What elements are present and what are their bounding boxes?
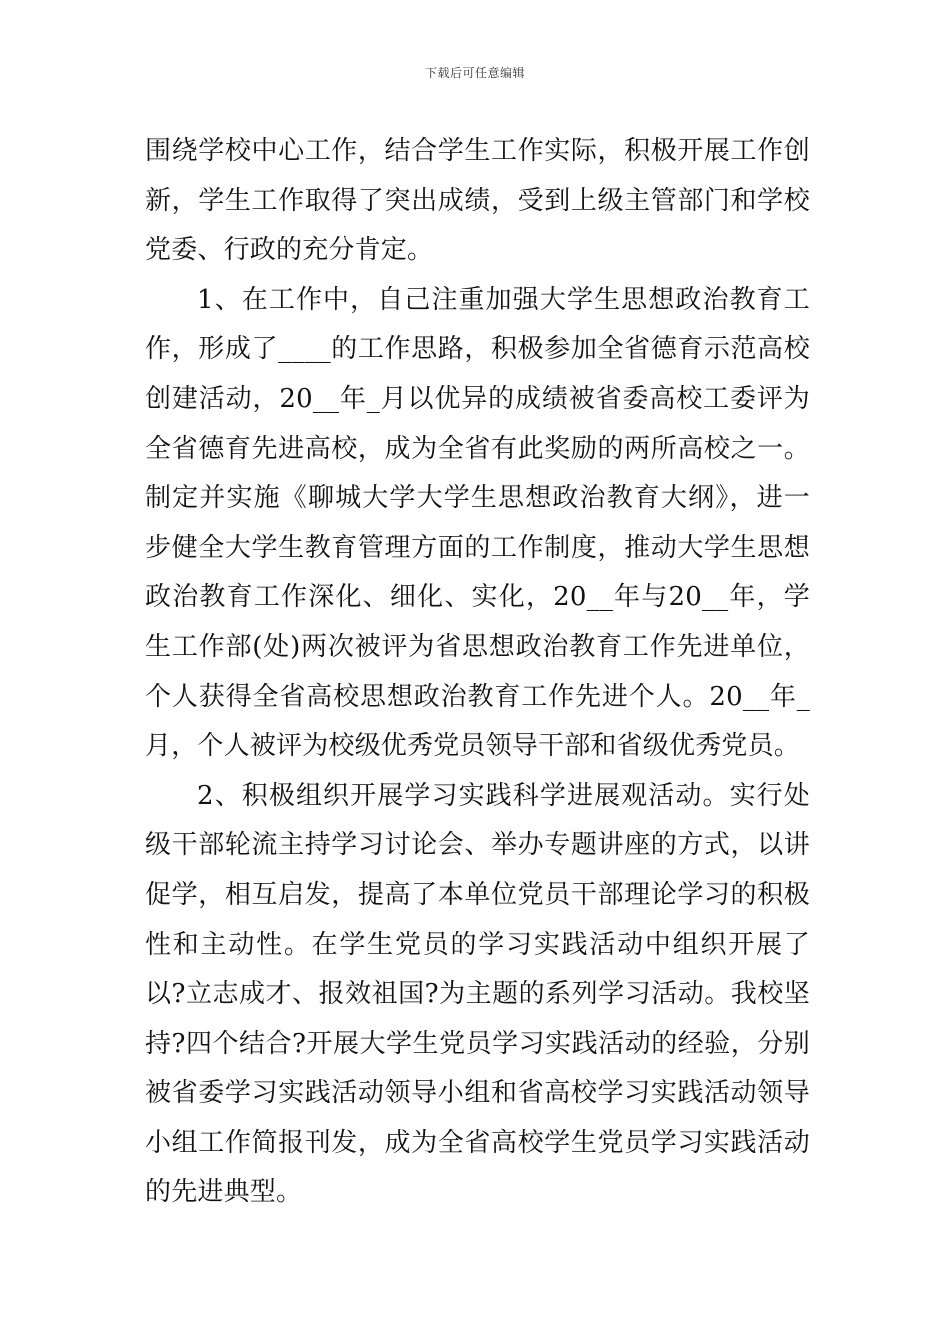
- paragraph-item-1: 1、在工作中，自己注重加强大学生思想政治教育工作，形成了____的工作思路，积极参加全省德育示范高校创建活动，20__年_月以优异的成绩被省委高校工委评为全省德育先进高校，成为全省有此奖励的两所高校之一。制定并实施《聊城大学大学生思想政治教育大纲》，进一步健全大学生教育管理方面的工作制度，推动大学生思想政治教育工作深化、细化、实化，20__年与20__年，学生工作部(处)两次被评为省思想政治教育工作先进单位，个人获得全省高校思想政治教育工作先进个人。20__年_月，个人被评为校级优秀党员领导干部和省级优秀党员。: [145, 284, 810, 762]
- document-body: [145, 127, 810, 1218]
- paragraph-item-2: 2、积极组织开展学习实践科学进展观活动。实行处级干部轮流主持学习讨论会、举办专题讲座的方式，以讲促学，相互启发，提高了本单位党员干部理论学习的积极性和主动性。在学生党员的学习实践活动中组织开展了以?立志成才、报效祖国?为主题的系列学习活动。我校坚持?四个结合?开展大学生党员学习实践活动的经验，分别被省委学习实践活动领导小组和省高校学习实践活动领导小组工作简报刊发，成为全省高校学生党员学习实践活动的先进典型。: [145, 780, 810, 1208]
- page-header-note: 下载后可任意编辑: [424, 66, 525, 80]
- paragraph-intro: 围绕学校中心工作，结合学生工作实际，积极开展工作创新，学生工作取得了突出成绩，受到上级主管部门和学校党委、行政的充分肯定。: [145, 136, 810, 266]
